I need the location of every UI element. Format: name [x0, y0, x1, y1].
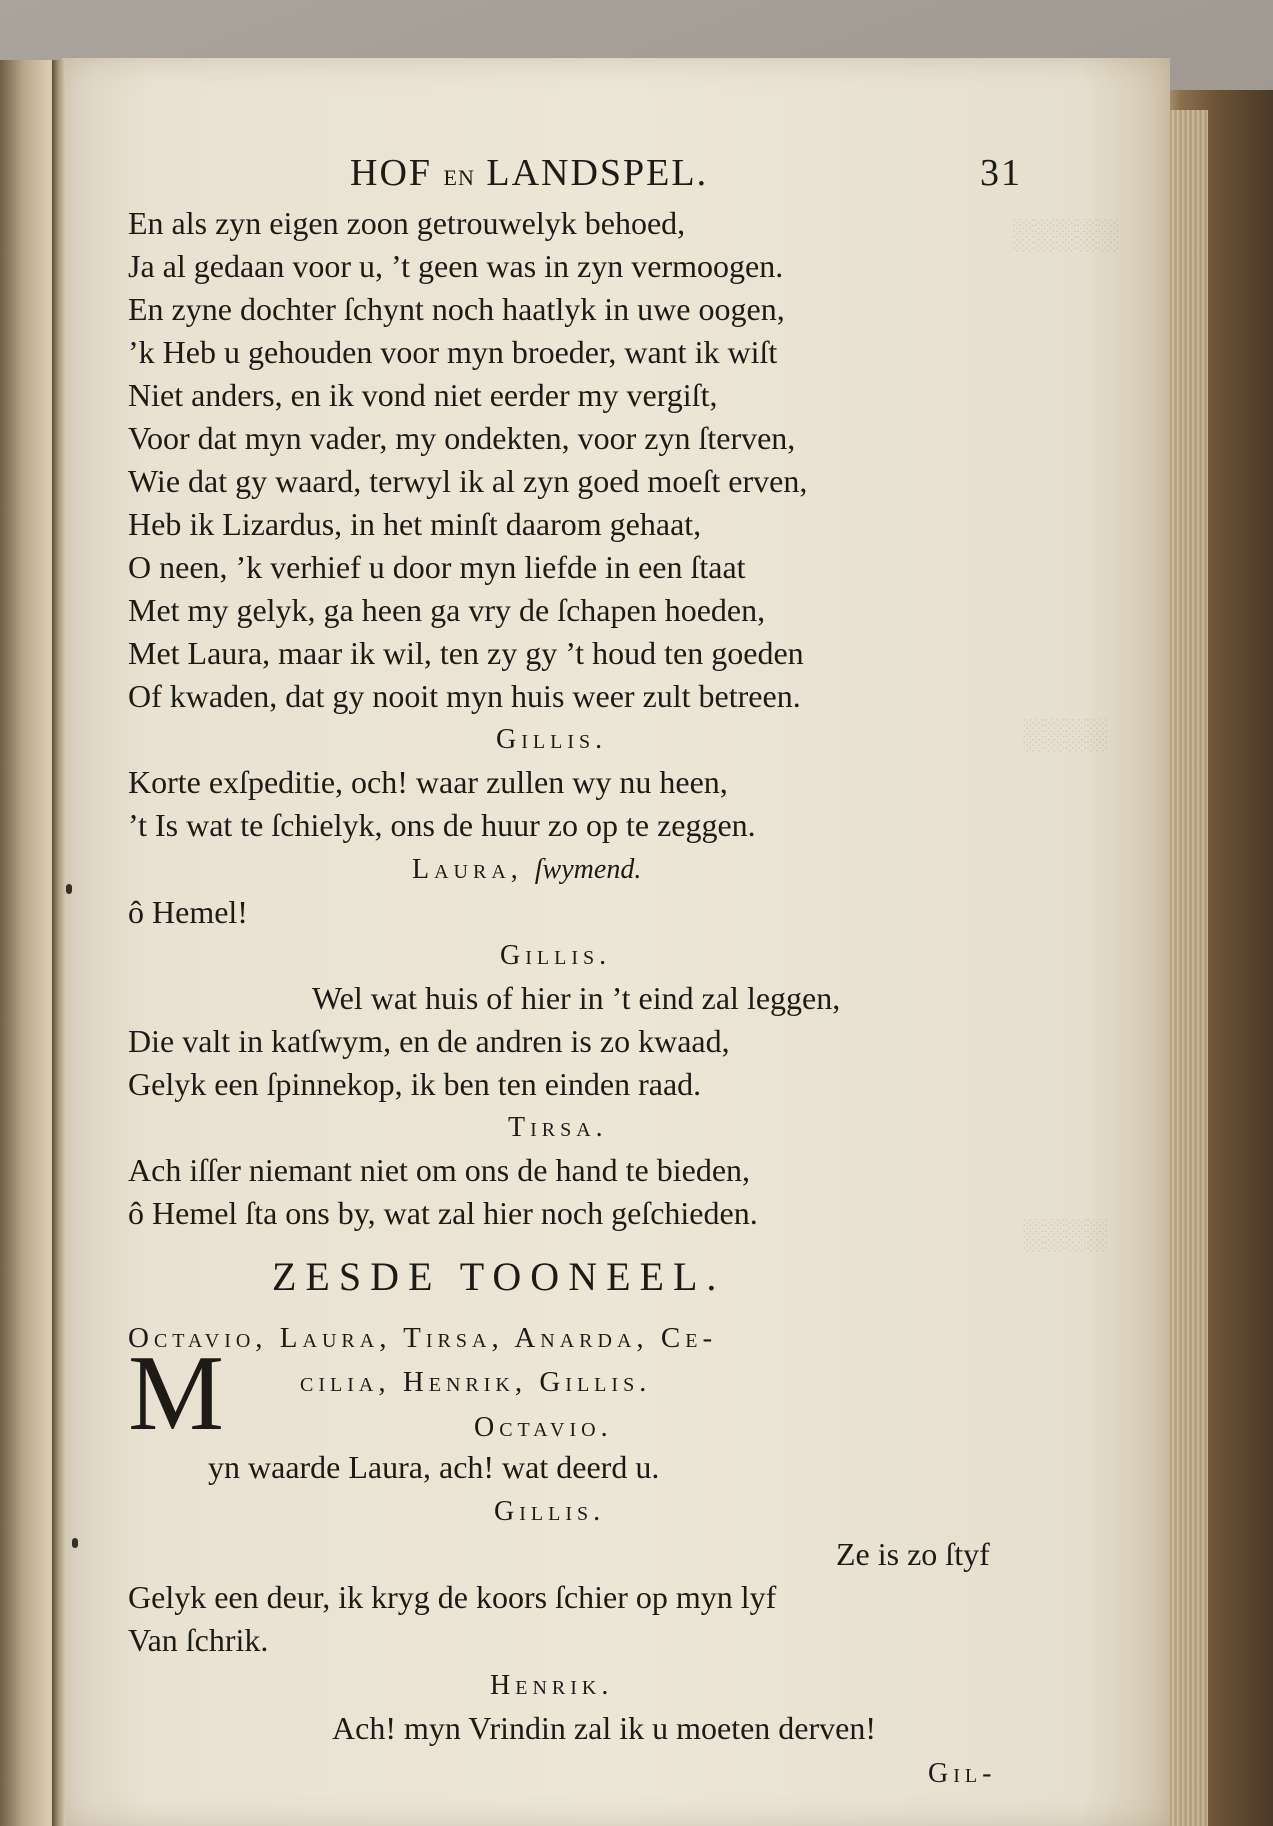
cast-list-line: Octavio, Laura, Tirsa, Anarda, Ce- — [128, 1322, 718, 1354]
verse-line: O neen, ’k verhief u door myn liefde in een ſtaat — [128, 549, 746, 585]
page-stack-edges — [1168, 110, 1208, 1826]
verse-line: Wie dat gy waard, terwyl ik al zyn goed moeſt erven, — [128, 463, 808, 499]
verse-line: Voor dat myn vader, my ondekten, voor zyn ſterven, — [128, 420, 796, 456]
verse-line: ’k Heb u gehouden voor myn broeder, want ik wiſt — [128, 334, 778, 370]
verse-line: yn waarde Laura, ach! wat deerd u. — [208, 1449, 660, 1485]
verse-line: Ja al gedaan voor u, ’t geen was in zyn vermoogen. — [128, 248, 784, 284]
verse-line: Niet anders, en ik vond niet eerder my vergiſt, — [128, 377, 718, 413]
page-gutter — [52, 60, 66, 1826]
verse-line: Ze is zo ſtyf — [836, 1536, 990, 1572]
scene-title: ZESDE TOONEEL. — [272, 1254, 726, 1299]
verse-line: Wel wat huis of hier in ’t eind zal leggen, — [312, 980, 841, 1016]
verse-line: Heb ik Lizardus, in het minſt daarom gehaat, — [128, 506, 702, 542]
header-title-en: EN — [443, 165, 475, 190]
verse-line: ô Hemel ſta ons by, wat zal hier noch geſchieden. — [128, 1195, 758, 1231]
verse-line: Met my gelyk, ga heen ga vry de ſchapen hoeden, — [128, 592, 766, 628]
verse-line: Gelyk een ſpinnekop, ik ben ten einden raad. — [128, 1066, 702, 1102]
verse-line: ’t Is wat te ſchielyk, ons de huur zo op te zeggen. — [128, 807, 756, 843]
verse-line: ô Hemel! — [128, 894, 248, 930]
page-number: 31 — [980, 152, 1022, 194]
paper-blemish — [66, 884, 72, 894]
verse-line: Of kwaden, dat gy nooit myn huis weer zult betreen. — [128, 678, 801, 714]
speaker-name: Octavio. — [474, 1412, 613, 1443]
verse-line: Korte exſpeditie, och! waar zullen wy nu heen, — [128, 764, 728, 800]
paper-blemish — [72, 1538, 78, 1548]
verse-line: En zyne dochter ſchynt noch haatlyk in uwe oogen, — [128, 291, 785, 327]
verse-line: Die valt in katſwym, en de andren is zo kwaad, — [128, 1023, 730, 1059]
show-through-ghost: ░░░░ — [1022, 718, 1108, 751]
speaker-name: Gillis. — [494, 1496, 606, 1527]
verse-line: Gelyk een deur, ik kryg de koors ſchier op myn lyf — [128, 1579, 777, 1615]
stage-direction: ſwymend. — [534, 854, 642, 885]
left-page-edge — [0, 60, 58, 1826]
catchword: Gil- — [928, 1758, 997, 1789]
speaker-name: Gillis. — [500, 940, 612, 971]
verse-line: Met Laura, maar ik wil, ten zy gy ’t houd ten goeden — [128, 635, 804, 671]
show-through-ghost: ░░░░░ — [1012, 218, 1119, 251]
show-through-ghost: ░░░░ — [1022, 1218, 1108, 1251]
speaker-name: Laura, — [412, 854, 523, 885]
drop-cap: M — [128, 1334, 225, 1453]
cast-list-line: cilia, Henrik, Gillis. — [300, 1366, 652, 1398]
header-title-landspel: LANDSPEL. — [486, 152, 709, 194]
verse-line: Ach iſſer niemant niet om ons de hand te bieden, — [128, 1152, 751, 1188]
verse-line: Ach! myn Vrindin zal ik u moeten derven! — [332, 1710, 876, 1746]
verse-line: En als zyn eigen zoon getrouwelyk behoed, — [128, 205, 686, 241]
header-title-hof: HOF — [350, 152, 433, 194]
running-header — [350, 153, 708, 198]
speaker-name: Gillis. — [496, 724, 608, 755]
speaker-name: Tirsa. — [508, 1112, 608, 1143]
speaker-name: Henrik. — [490, 1670, 614, 1701]
verse-line: Van ſchrik. — [128, 1622, 269, 1658]
speaker-heading — [412, 850, 641, 890]
